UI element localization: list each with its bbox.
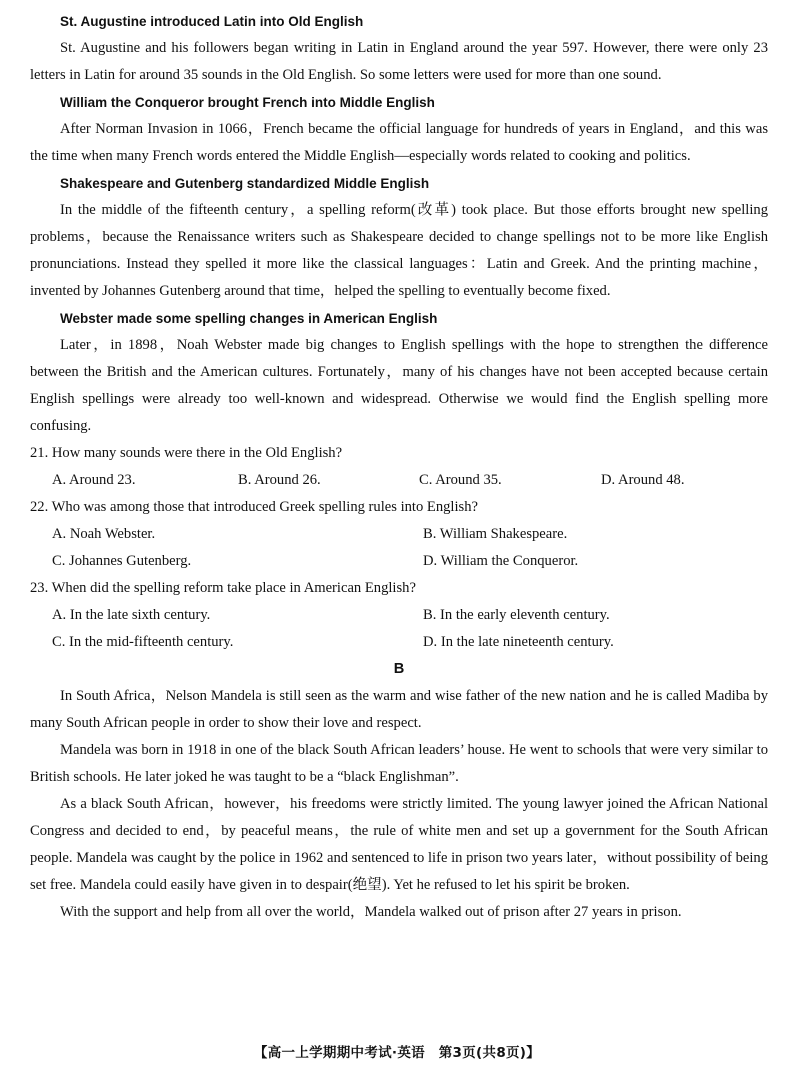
section-heading-shakespeare: Shakespeare and Gutenberg standardized Middle English	[60, 176, 430, 191]
paragraph-shakespeare: In the middle of the fifteenth century，a spelling reform(改革) took place. But those efforts brought new spelling problems，because the Renaissance writers such as Shakespeare decided to change spellings not to be more like English pronunciations. Instead they spelled it more like the classical languages：Latin and Greek. And the printing machine，invented by Johannes Gutenberg around that time，helped the spelling to eventually become fixed.	[30, 202, 768, 299]
option-b[interactable]: B. William Shakespeare.	[423, 526, 568, 542]
paragraph-mandela-2: Mandela was born in 1918 in one of the black South African leaders’ house. He went to schools that were very similar to British schools. He later joked he was taught to be a “black Englishman”.	[30, 742, 768, 785]
section-heading-augustine: St. Augustine introduced Latin into Old English	[60, 14, 364, 29]
question-22-options	[30, 521, 768, 575]
question-21: 21. How many sounds were there in the Old English?	[30, 445, 343, 461]
paragraph-mandela-3: As a black South African，however，his freedoms were strictly limited. The young lawyer joined the African National Congress and decided to end，by peaceful means，the rule of white men and set up a government for the South African people. Mandela was caught by the police in 1962 and sentenced to life in prison two years later，without possibility of being set free. Mandela could easily have given in to despair(绝望). Yet he refused to let his spirit be broken.	[30, 796, 768, 893]
option-a[interactable]: A. In the late sixth century.	[52, 607, 211, 623]
section-heading-conqueror: William the Conqueror brought French into Middle English	[60, 95, 435, 110]
question-23-options	[30, 602, 768, 656]
option-b[interactable]: B. Around 26.	[238, 472, 321, 488]
paragraph-mandela-1: In South Africa，Nelson Mandela is still seen as the warm and wise father of the new nation and he is called Madiba by many South African people in order to show their love and respect.	[30, 688, 768, 731]
question-21-options	[30, 467, 768, 494]
option-d[interactable]: D. William the Conqueror.	[423, 553, 579, 569]
exam-page	[30, 8, 768, 926]
option-c[interactable]: C. Around 35.	[419, 472, 502, 488]
question-22: 22. Who was among those that introduced Greek spelling rules into English?	[30, 499, 478, 515]
option-d[interactable]: D. Around 48.	[601, 472, 685, 488]
option-d[interactable]: D. In the late nineteenth century.	[423, 634, 614, 650]
section-heading-webster: Webster made some spelling changes in American English	[60, 311, 438, 326]
paragraph-mandela-4: With the support and help from all over the world，Mandela walked out of prison after 27 years in prison.	[60, 904, 682, 920]
paragraph-augustine: St. Augustine and his followers began writing in Latin in England around the year 597. However, there were only 23 letters in Latin for around 35 sounds in the Old English. So some letters were used for more than one sound.	[30, 40, 768, 83]
paragraph-webster: Later，in 1898，Noah Webster made big changes to English spellings with the hope to strengthen the difference between the British and the American cultures. Fortunately，many of his changes have not been accepted because certain English spellings were already too well-known and widespread. Otherwise we would find the English spelling more confusing.	[30, 337, 768, 434]
option-a[interactable]: A. Around 23.	[52, 472, 136, 488]
option-c[interactable]: C. Johannes Gutenberg.	[52, 553, 192, 569]
option-a[interactable]: A. Noah Webster.	[52, 526, 156, 542]
option-b[interactable]: B. In the early eleventh century.	[423, 607, 610, 623]
question-23: 23. When did the spelling reform take place in American English?	[30, 580, 416, 596]
passage-b-label: B	[393, 661, 405, 677]
page-footer: 【高一上学期期中考试·英语 第3页(共8页)】	[253, 1045, 541, 1061]
paragraph-conqueror: After Norman Invasion in 1066，French became the official language for hundreds of years in England，and this was the time when many French words entered the Middle English—especially words related to cooking and politics.	[30, 121, 768, 164]
option-c[interactable]: C. In the mid-fifteenth century.	[52, 634, 234, 650]
